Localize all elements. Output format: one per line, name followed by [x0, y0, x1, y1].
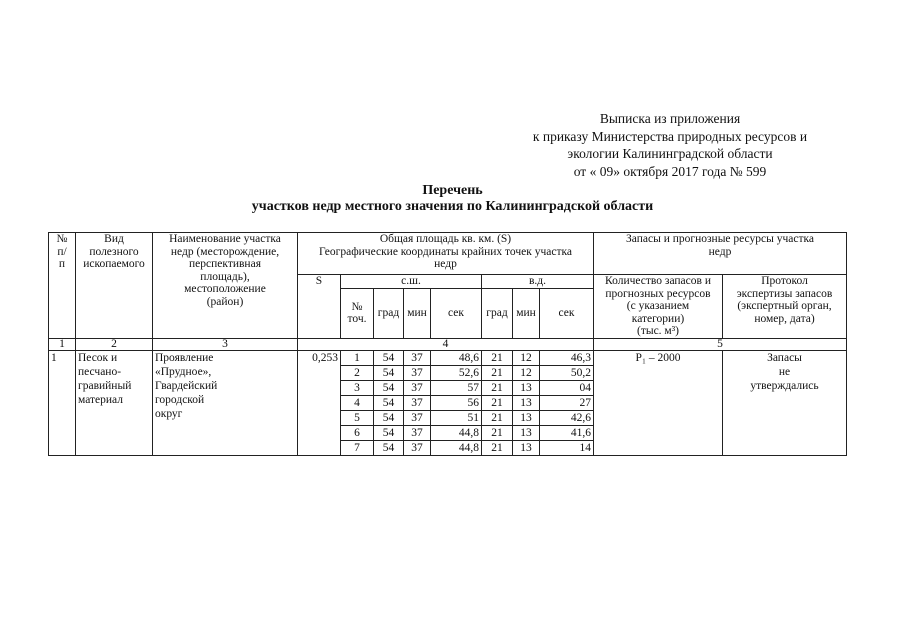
index-cell: 4: [298, 338, 594, 350]
east-sec: 50,2: [540, 365, 594, 380]
north-min: 37: [404, 410, 431, 425]
index-cell: 1: [49, 338, 76, 350]
north-min: 37: [404, 425, 431, 440]
header-plot-name: Наименование участка недр (месторождение, перспективная площадь), местоположение (район): [153, 233, 298, 339]
header-east: в.д.: [482, 275, 594, 289]
east-deg: 21: [482, 440, 513, 455]
header-east-sec: сек: [540, 288, 594, 338]
header-num: № п/ п: [49, 233, 76, 339]
east-min: 13: [513, 410, 540, 425]
point-number: 6: [341, 425, 374, 440]
north-deg: 54: [374, 440, 404, 455]
point-number: 1: [341, 350, 374, 365]
east-deg: 21: [482, 365, 513, 380]
table-row: [49, 350, 847, 365]
east-min: 13: [513, 380, 540, 395]
north-sec: 44,8: [431, 440, 482, 455]
east-deg: 21: [482, 425, 513, 440]
header-line: экологии Калининградской области: [567, 146, 773, 161]
east-sec: 14: [540, 440, 594, 455]
east-min: 13: [513, 395, 540, 410]
point-number: 4: [341, 395, 374, 410]
header-line: от « 09» октября 2017 года № 599: [573, 163, 767, 179]
north-sec: 52,6: [431, 365, 482, 380]
subsoil-plots-table: [48, 232, 847, 456]
header-east-min: мин: [513, 288, 540, 338]
north-sec: 51: [431, 410, 482, 425]
point-number: 7: [341, 440, 374, 455]
header-north-sec: сек: [431, 288, 482, 338]
header-line: Выписка из приложения: [599, 111, 741, 126]
document-title: Перечень: [422, 183, 483, 198]
north-sec: 44,8: [431, 425, 482, 440]
record-num: 1: [49, 350, 76, 455]
east-min: 13: [513, 425, 540, 440]
east-sec: 42,6: [540, 410, 594, 425]
east-deg: 21: [482, 410, 513, 425]
north-deg: 54: [374, 395, 404, 410]
point-number: 2: [341, 365, 374, 380]
north-deg: 54: [374, 350, 404, 365]
north-sec: 57: [431, 380, 482, 395]
east-sec: 46,3: [540, 350, 594, 365]
east-sec: 27: [540, 395, 594, 410]
header-reserves: Запасы и прогнозные ресурсы участка недр: [594, 233, 847, 275]
order-header: [500, 110, 840, 180]
header-north: с.ш.: [341, 275, 482, 289]
north-deg: 54: [374, 410, 404, 425]
east-sec: 04: [540, 380, 594, 395]
east-deg: 21: [482, 350, 513, 365]
header-north-min: мин: [404, 288, 431, 338]
header-east-deg: град: [482, 288, 513, 338]
index-cell: 3: [153, 338, 298, 350]
record-quantity: P₁ – 2000: [594, 350, 723, 455]
record-protocol: Запасы не утверждались: [723, 350, 847, 455]
point-number: 3: [341, 380, 374, 395]
header-north-deg: град: [374, 288, 404, 338]
north-deg: 54: [374, 425, 404, 440]
header-point: № точ.: [341, 288, 374, 338]
north-min: 37: [404, 365, 431, 380]
header-mineral: Вид полезного ископаемого: [76, 233, 153, 339]
header-quantity: Количество запасов и прогнозных ресурсов (с указанием категории) (тыс. м³): [594, 275, 723, 339]
record-plot-name: Проявление «Прудное», Гвардейский городской округ: [153, 350, 298, 455]
header-protocol: Протокол экспертизы запасов (экспертный орган, номер, дата): [723, 275, 847, 339]
north-deg: 54: [374, 365, 404, 380]
east-min: 13: [513, 440, 540, 455]
record-mineral: Песок и песчано- гравийный материал: [76, 350, 153, 455]
east-min: 12: [513, 365, 540, 380]
north-deg: 54: [374, 380, 404, 395]
index-cell: 5: [594, 338, 847, 350]
east-deg: 21: [482, 395, 513, 410]
header-line: к приказу Министерства природных ресурсов и: [532, 128, 808, 144]
east-min: 12: [513, 350, 540, 365]
east-deg: 21: [482, 380, 513, 395]
north-min: 37: [404, 440, 431, 455]
header-area-coordinates: Общая площадь кв. км. (S) Географические координаты крайних точек участка недр: [298, 233, 594, 275]
north-sec: 48,6: [431, 350, 482, 365]
point-number: 5: [341, 410, 374, 425]
record-area: 0,253: [298, 350, 341, 455]
index-cell: 2: [76, 338, 153, 350]
header-s: S: [298, 275, 341, 339]
document-subtitle: участков недр местного значения по Калининградской области: [251, 199, 654, 214]
north-min: 37: [404, 350, 431, 365]
north-min: 37: [404, 380, 431, 395]
east-sec: 41,6: [540, 425, 594, 440]
north-sec: 56: [431, 395, 482, 410]
north-min: 37: [404, 395, 431, 410]
